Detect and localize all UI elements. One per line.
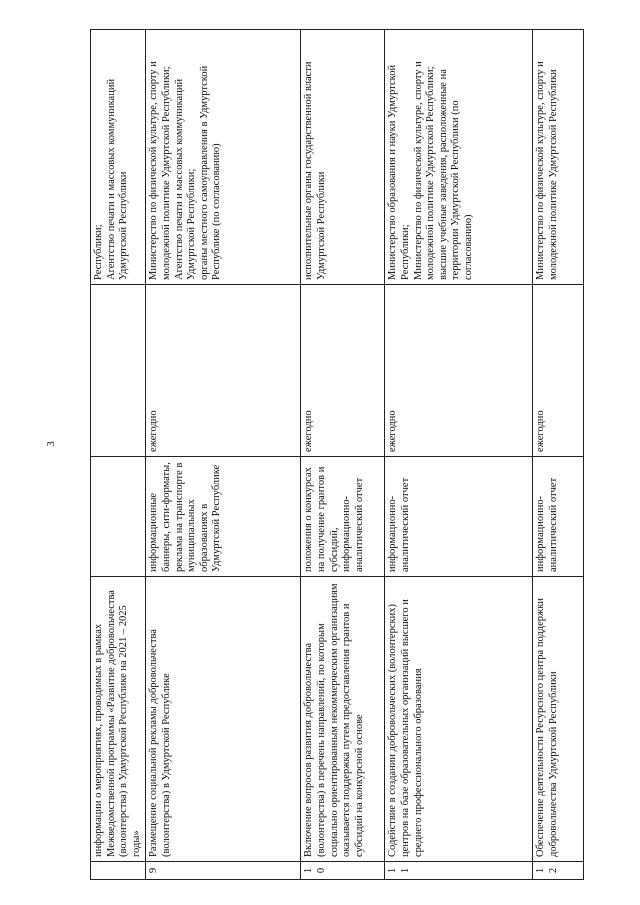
- result-cell: информационно-аналитический отчет: [533, 457, 584, 577]
- table-row: [146, 30, 301, 880]
- executors-cell: Министерство образования и науки Удмуртской Республики; Министерство по физической культуре, спорту и молодежной политике Удмуртской Республики; высшие учебные заведения, расположенные на территории Удмуртской Республики (по согласованию): [385, 30, 533, 285]
- period-cell: ежегодно: [146, 285, 301, 457]
- period-cell: ежегодно: [301, 285, 385, 457]
- executors-cell: Министерство по физической культуре, спорту и молодежной политике Удмуртской Республики; Агентство печати и массовых коммуникаций Удмуртской Республики; органы местного самоуправления в Удмуртской Республике (по согласованию): [146, 30, 301, 285]
- table-row: [385, 30, 533, 880]
- executors-cell: Республики; Агентство печати и массовых коммуникаций Удмуртской Республики: [91, 30, 146, 285]
- table-row: [301, 30, 385, 880]
- result-cell: информационно-аналитический отчет: [385, 457, 533, 577]
- period-cell: ежегодно: [385, 285, 533, 457]
- event-cell: информации о мероприятиях, проводимых в рамках Межведомственной программы «Развитие добровольчества (волонтерства) в Удмуртской Республике на 2021 – 2025 годы»: [91, 577, 146, 862]
- result-cell: [91, 457, 146, 577]
- table-row: [533, 30, 584, 880]
- period-cell: ежегодно: [533, 285, 584, 457]
- event-cell: Содействие в создании добровольческих (волонтерских) центров на базе образовательных организаций высшего и среднего профессионального образования: [385, 577, 533, 862]
- result-cell: положения о конкурсах на получение грантов и субсидий, информационно-аналитический отчет: [301, 457, 385, 577]
- event-cell: Размещение социальной рекламы добровольчества (волонтерства) в Удмуртской Республике: [146, 577, 301, 862]
- row-number: 12: [533, 862, 584, 880]
- row-number: [91, 862, 146, 880]
- row-number: 10: [301, 862, 385, 880]
- row-number: 9: [146, 862, 301, 880]
- period-cell: [91, 285, 146, 457]
- events-table: [90, 29, 584, 880]
- page-number: 3: [44, 441, 57, 447]
- result-cell: информационные баннеры, сити-форматы, реклама на транспорте в муниципальных образованиях в Удмуртской Республике: [146, 457, 301, 577]
- executors-cell: Министерство по физической культуре, спорту и молодежной политике Удмуртской Республики: [533, 30, 584, 285]
- event-cell: Обеспечение деятельности Ресурсного центра поддержки добровольчества Удмуртской Республики: [533, 577, 584, 862]
- row-number: 11: [385, 862, 533, 880]
- event-cell: Включение вопросов развития добровольчества (волонтерства) в перечень направлений, по которым социально ориентированным некоммерческим организациям оказывается поддержка путем предоставления грантов и субсидий на конкурсной основе: [301, 577, 385, 862]
- executors-cell: исполнительные органы государственной власти Удмуртской Республики: [301, 30, 385, 285]
- table-row: [91, 30, 146, 880]
- rotated-table-container: [90, 30, 585, 880]
